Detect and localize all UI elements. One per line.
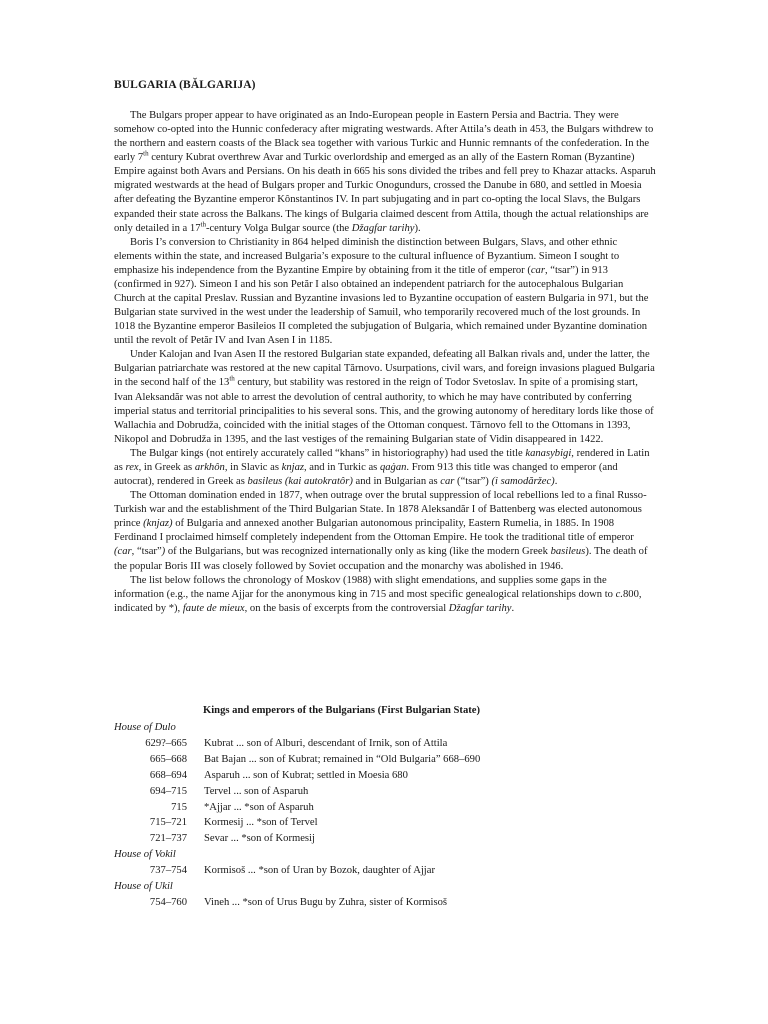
italic-term: car: [440, 476, 455, 488]
house-heading: House of Vokil: [114, 849, 176, 861]
reign-years: 629?–665: [145, 737, 187, 749]
reign-years: 721–737: [149, 833, 187, 845]
text-run: , in Greek as: [138, 461, 195, 473]
paragraph: [114, 574, 656, 616]
italic-term: rex: [125, 461, 139, 473]
text-run: of the Bulgarians, but was recognized internationally only as king (like the modern Greek: [165, 546, 551, 558]
italic-term: basileus (kai autokratôr): [247, 476, 353, 488]
reign-text: Asparuh ... son of Kubrat; settled in Moesia 680: [204, 769, 408, 781]
superscript: th: [200, 220, 206, 229]
reign-text: Vineh ... *son of Urus Bugu by Zuhra, sister of Kormisoš: [204, 896, 447, 908]
italic-term: basileus: [550, 546, 586, 558]
page-title: BULGARIA (BĂLGARIJA): [114, 79, 256, 91]
italic-term: Džagfar tarihy: [448, 602, 512, 614]
reign-years: 737–754: [149, 865, 187, 877]
reign-text: Kormisoš ... *son of Uran by Bozok, daughter of Ajjar: [204, 865, 435, 877]
paragraph: [114, 236, 656, 349]
text-run: century Kubrat overthrew Avar and Turkic overlordship and emerged as an ally of the Eastern Roman (Byzantine) Empire against both Avars and Persians. On his death in 665 his sons divided the tribes and fell prey to Khazar attacks. Asparuh migrated westwards at the head of Bulgars proper and Turkic Onogundurs, crossed the Danube in 680, and settled in Moesia after defeating the Byzantine emperor Kônstantinos IV. In part subjugating and in part co-opting the local Slavs, the Bulgars expanded their state across the Balkans. The kings of Bulgaria claimed descent from Attila, though the actual relationships are only detailed in a 17: [114, 152, 656, 234]
list-item: [114, 784, 656, 800]
reign-years: 665–668: [149, 753, 187, 765]
list-item: [114, 863, 656, 879]
paragraph: [114, 447, 656, 489]
reign-years: 668–694: [149, 769, 187, 781]
table-heading-text: Kings and emperors of the Bulgarians (First Bulgarian State): [203, 705, 481, 716]
list-item: [114, 831, 656, 847]
text-run: , in Slavic as: [224, 461, 282, 473]
text-run: , rendered in Latin as: [114, 447, 650, 473]
text-run: . From 913 this title was changed to emperor (and autocrat), rendered in Greek as: [114, 461, 618, 488]
text-run: Boris I’s conversion to Christianity in 864 helped diminish the distinction between Bulgars, Slavs, and other ethnic elements within the state, and increased Bulgaria’s exposure to the cultural influence of Byzantium. Simeon I sought to emphasize his independence from the Byzantine Empire by obtaining from it the title of emperor (: [114, 236, 620, 276]
rulers-list: [114, 720, 656, 911]
text-run: ).: [414, 222, 421, 234]
list-item: [114, 800, 656, 816]
list-item: [114, 895, 656, 911]
reign-text: *Ajjar ... *son of Asparuh: [204, 801, 314, 813]
house-heading: House of Ukil: [114, 881, 173, 893]
text-run: and in Bulgarian as: [352, 476, 441, 488]
text-run: , and in Turkic as: [304, 461, 380, 473]
reign-years: 694–715: [149, 785, 187, 797]
text-run: of Bulgaria and annexed another Bulgarian autonomous principality, Eastern Rumelia, in 1885. In 1908 Ferdinand I proclaimed himself completely independent from the Ottoman Empire. He took the traditional title of emperor: [114, 518, 634, 544]
text-run: , “tsar”) in 913 (confirmed in 927). Simeon I and his son Petăr I also obtained an independent patriarch for the autocephalous Bulgarian Church at the capital Preslav. Russian and Byzantine invasions led to Byzantine occupation of eastern Bulgaria in 971, but the Bulgarian state survived in the west under the leadership of Samuil, who temporarily recovered much of the lost grounds. In 1018 the Byzantine emperor Basileios II completed the subjugation of Bulgaria, which remained under Byzantine domination until the revolt of Petăr IV and Ivan Asen I in 1185.: [114, 264, 649, 347]
reign-text: Bat Bajan ... son of Kubrat; remained in “Old Bulgaria” 668–690: [204, 753, 481, 765]
superscript: th: [229, 374, 235, 383]
text-run: The Bulgars proper appear to have originated as an Indo-European people in Eastern Persia and Bactria. They were somehow co-opted into the Hunnic confederacy after migrating westwards. After Attila’s death in 453, the Bulgars withdrew to the northern and eastern coasts of the Black sea together with various Turkic and Hunnic remnants of the confederation. In the early 7: [114, 110, 654, 164]
italic-term: car: [530, 264, 545, 276]
table-heading: [114, 704, 656, 718]
italic-term: knjaz: [281, 461, 304, 473]
text-run: The list below follows the chronology of Moskov (1988) with slight emendations, and supplies some gaps in the information (e.g., the name Ajjar for the anonymous king in 715 and most specific genealogical relationships down to: [114, 574, 616, 600]
italic-term: faute de mieux: [182, 602, 245, 614]
text-run: ). The death of the popular Boris III was closely followed by Soviet occupation and the monarchy was abolished in 1946.: [114, 546, 648, 572]
italic-term: (i samodăržec): [491, 476, 555, 488]
text-run: The Ottoman domination ended in 1877, when outrage over the brutal suppression of local rebellions led to a final Russo-Turkish war and the establishment of the Third Bulgarian State. In 1878 Aleksandăr I of Battenberg was elected autonomous prince: [114, 490, 647, 530]
text-run: (“tsar”): [454, 476, 492, 488]
reign-text: Kormesij ... *son of Tervel: [204, 817, 318, 829]
paragraph: [114, 348, 656, 447]
reign-years: 715: [171, 801, 187, 813]
italic-term: arkhôn: [194, 461, 225, 473]
italic-term: kanasybigi: [525, 447, 572, 459]
text-run: The Bulgar kings (not entirely accurately called “khans” in historiography) had used the title: [130, 447, 526, 459]
reign-years: 715–721: [149, 817, 187, 829]
house-heading: House of Dulo: [114, 722, 176, 733]
text-run: , “tsar”: [131, 546, 162, 558]
list-item: [114, 768, 656, 784]
italic-term: qaġan: [379, 461, 407, 473]
reign-text: Sevar ... *son of Kormesij: [204, 833, 315, 845]
reign-text: Kubrat ... son of Alburi, descendant of Irnik, son of Attila: [204, 737, 448, 749]
italic-term: c.: [615, 588, 623, 600]
list-item: [114, 752, 656, 768]
list-item: [114, 736, 656, 752]
paragraph: [114, 489, 656, 573]
italic-term: Džagfar tarihy: [351, 222, 415, 234]
text-run: Under Kalojan and Ivan Asen II the restored Bulgarian state expanded, defeating all Balkan rivals and, under the latter, the Bulgarian patriarchate was restored at the new capital Tărnovo. Usurpations, civil wars, and foreign invasions plagued Bulgaria in the second half of the 13: [114, 349, 655, 389]
superscript: th: [143, 149, 149, 158]
paragraph: [114, 109, 656, 236]
text-run: century, but stability was restored in the reign of Todor Svetoslav. In spite of a promising start, Ivan Aleksandăr was not able to arrest the devolution of central authority, to which he may have contributed by conferring imperial status and territorial principalities to his several sons. This, and the growing autonomy of hereditary lords like those of Wallachia and Dobrudža, coincided with the initial stages of the Ottoman conquest. Tărnovo fell to the Ottomans in 1393, Nikopol and Dobrudža in 1395, and the last vestiges of the remaining Bulgarian state of Vidin disappeared in 1422.: [114, 377, 654, 445]
text-run: .: [554, 476, 558, 488]
text-run: .: [511, 602, 515, 614]
list-item: [114, 815, 656, 831]
italic-term: ): [161, 546, 166, 558]
reign-years: 754–760: [149, 896, 187, 908]
italic-term: (knjaz): [143, 518, 173, 530]
body-text: [114, 109, 656, 616]
text-run: 800, indicated by *),: [114, 588, 642, 614]
italic-term: (car: [114, 546, 132, 558]
text-run: -century Volga Bulgar source (the: [205, 222, 352, 234]
reign-text: Tervel ... son of Asparuh: [204, 785, 309, 797]
text-run: , on the basis of excerpts from the controversial: [244, 602, 449, 614]
